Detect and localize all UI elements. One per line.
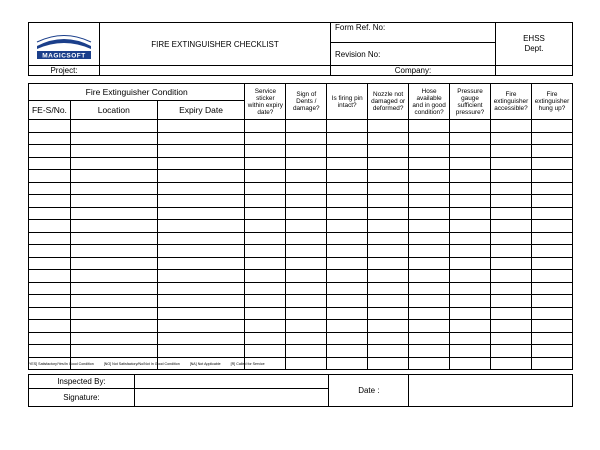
table-cell[interactable] [531, 207, 572, 220]
table-cell[interactable] [245, 332, 286, 345]
table-cell[interactable] [70, 170, 157, 183]
col-expiry-date: Expiry Date [157, 101, 245, 120]
table-cell[interactable] [245, 282, 286, 295]
col-pressure-gauge: Pressure gauge sufficient pressure? [450, 84, 491, 120]
table-cell[interactable] [157, 120, 245, 133]
table-cell[interactable] [70, 145, 157, 158]
table-cell[interactable] [409, 220, 450, 233]
table-cell[interactable] [327, 120, 368, 133]
table-row [29, 345, 573, 358]
table-cell[interactable] [29, 270, 71, 283]
table-cell[interactable] [157, 182, 245, 195]
table-cell[interactable] [450, 332, 491, 345]
table-cell[interactable] [450, 157, 491, 170]
table-cell[interactable] [409, 195, 450, 208]
table-cell[interactable] [286, 295, 327, 308]
table-cell[interactable] [490, 170, 531, 183]
col-firing-pin: Is firing pin intact? [327, 84, 368, 120]
table-cell[interactable] [327, 345, 368, 358]
table-cell[interactable] [327, 270, 368, 283]
table-row [29, 332, 573, 345]
table-cell[interactable] [409, 332, 450, 345]
table-cell[interactable] [70, 345, 157, 358]
signoff-table [28, 374, 573, 407]
col-accessible: Fire extinguisher accessible? [490, 84, 531, 120]
table-cell[interactable] [450, 320, 491, 333]
table-cell[interactable] [531, 245, 572, 258]
table-cell[interactable] [70, 120, 157, 133]
table-cell[interactable] [531, 257, 572, 270]
table-cell[interactable] [245, 270, 286, 283]
table-row [29, 195, 573, 208]
table-cell[interactable] [286, 270, 327, 283]
table-cell[interactable] [286, 232, 327, 245]
table-cell[interactable] [409, 232, 450, 245]
legend-item: [R] Called for Service [230, 362, 265, 366]
table-cell[interactable] [450, 295, 491, 308]
table-cell[interactable] [450, 270, 491, 283]
table-cell[interactable] [409, 257, 450, 270]
table-cell[interactable] [327, 195, 368, 208]
table-cell[interactable] [409, 282, 450, 295]
table-cell[interactable] [286, 320, 327, 333]
table-cell[interactable] [450, 220, 491, 233]
table-cell[interactable] [29, 207, 71, 220]
table-cell[interactable] [286, 157, 327, 170]
company-logo [29, 28, 99, 61]
table-cell[interactable] [286, 207, 327, 220]
table-cell[interactable] [157, 145, 245, 158]
table-cell[interactable] [409, 270, 450, 283]
table-cell[interactable] [327, 282, 368, 295]
table-cell[interactable] [245, 307, 286, 320]
table-cell[interactable] [245, 120, 286, 133]
table-cell[interactable] [490, 295, 531, 308]
table-cell[interactable] [245, 295, 286, 308]
legend-item: [YES] Satisfactory/Yes/In Good Condition [28, 362, 94, 366]
table-cell[interactable] [245, 145, 286, 158]
date-label: Date : [329, 375, 409, 407]
table-cell[interactable] [450, 257, 491, 270]
table-cell[interactable] [29, 182, 71, 195]
table-cell[interactable] [327, 145, 368, 158]
table-cell[interactable] [327, 207, 368, 220]
table-row [29, 157, 573, 170]
table-row [29, 295, 573, 308]
table-cell[interactable] [368, 207, 409, 220]
table-cell[interactable] [29, 157, 71, 170]
table-cell[interactable] [157, 345, 245, 358]
table-cell[interactable] [327, 220, 368, 233]
table-cell[interactable] [29, 282, 71, 295]
table-cell[interactable] [70, 332, 157, 345]
table-cell[interactable] [368, 245, 409, 258]
table-cell[interactable] [157, 320, 245, 333]
company-label: Company: [331, 66, 496, 76]
table-cell[interactable] [531, 345, 572, 358]
table-row [29, 170, 573, 183]
table-cell[interactable] [490, 345, 531, 358]
table-cell[interactable] [531, 220, 572, 233]
table-cell[interactable] [368, 332, 409, 345]
signature-field[interactable] [134, 389, 329, 407]
table-cell[interactable] [286, 307, 327, 320]
table-row [29, 182, 573, 195]
table-row [29, 220, 573, 233]
table-cell[interactable] [29, 245, 71, 258]
table-cell[interactable] [286, 345, 327, 358]
table-cell[interactable] [531, 145, 572, 158]
table-cell[interactable] [70, 270, 157, 283]
table-cell[interactable] [286, 182, 327, 195]
table-row [29, 207, 573, 220]
table-cell[interactable] [531, 270, 572, 283]
table-cell[interactable] [368, 195, 409, 208]
table-cell[interactable] [409, 345, 450, 358]
table-cell[interactable] [368, 157, 409, 170]
table-cell[interactable] [245, 170, 286, 183]
table-cell[interactable] [490, 245, 531, 258]
legend [28, 362, 588, 366]
table-cell[interactable] [531, 120, 572, 133]
dept-line2: Dept. [524, 44, 544, 53]
table-cell[interactable] [70, 132, 157, 145]
table-cell[interactable] [286, 120, 327, 133]
table-cell[interactable] [490, 220, 531, 233]
table-row [29, 257, 573, 270]
table-cell[interactable] [327, 320, 368, 333]
table-cell[interactable] [490, 207, 531, 220]
date-field[interactable] [409, 375, 573, 407]
checklist-table [28, 83, 573, 370]
table-cell[interactable] [490, 282, 531, 295]
table-cell[interactable] [286, 245, 327, 258]
table-cell[interactable] [286, 145, 327, 158]
dept-line1: EHSS [523, 34, 545, 43]
table-cell[interactable] [490, 145, 531, 158]
table-cell[interactable] [29, 120, 71, 133]
table-cell[interactable] [327, 307, 368, 320]
table-cell[interactable] [450, 170, 491, 183]
table-cell[interactable] [490, 307, 531, 320]
col-location: Location [70, 101, 157, 120]
form-ref-label: Form Ref. No: [331, 23, 496, 43]
table-cell[interactable] [157, 245, 245, 258]
table-cell[interactable] [531, 320, 572, 333]
project-label: Project: [29, 66, 100, 76]
table-cell[interactable] [531, 295, 572, 308]
project-field[interactable] [100, 66, 331, 76]
table-row [29, 145, 573, 158]
form-title: FIRE EXTINGUISHER CHECKLIST [100, 23, 331, 66]
col-nozzle: Nozzle not damaged or deformed? [368, 84, 409, 120]
inspected-by-field[interactable] [134, 375, 329, 389]
table-cell[interactable] [70, 307, 157, 320]
inspected-by-label: Inspected By: [29, 375, 135, 389]
table-cell[interactable] [368, 257, 409, 270]
table-cell[interactable] [327, 170, 368, 183]
table-cell[interactable] [409, 145, 450, 158]
checklist-rows [29, 120, 573, 370]
table-cell[interactable] [450, 307, 491, 320]
table-cell[interactable] [70, 182, 157, 195]
table-cell[interactable] [70, 232, 157, 245]
table-cell[interactable] [157, 195, 245, 208]
table-cell[interactable] [286, 282, 327, 295]
table-cell[interactable] [409, 170, 450, 183]
table-cell[interactable] [245, 220, 286, 233]
table-cell[interactable] [531, 307, 572, 320]
table-cell[interactable] [450, 245, 491, 258]
table-cell[interactable] [70, 207, 157, 220]
table-cell[interactable] [368, 307, 409, 320]
table-cell[interactable] [29, 345, 71, 358]
table-cell[interactable] [450, 232, 491, 245]
col-service-sticker: Service sticker within expiry date? [245, 84, 286, 120]
table-cell[interactable] [286, 195, 327, 208]
table-cell[interactable] [157, 332, 245, 345]
table-cell[interactable] [70, 220, 157, 233]
logo-text: MAGICSOFT [42, 52, 86, 59]
table-cell[interactable] [327, 157, 368, 170]
table-cell[interactable] [409, 157, 450, 170]
table-cell[interactable] [368, 120, 409, 133]
table-cell[interactable] [490, 257, 531, 270]
condition-group-header: Fire Extinguisher Condition [29, 84, 245, 101]
table-cell[interactable] [327, 257, 368, 270]
table-cell[interactable] [531, 182, 572, 195]
table-cell[interactable] [286, 332, 327, 345]
table-cell[interactable] [450, 145, 491, 158]
table-cell[interactable] [157, 257, 245, 270]
table-cell[interactable] [368, 145, 409, 158]
table-cell[interactable] [286, 220, 327, 233]
logo-cell [29, 23, 100, 66]
signature-label: Signature: [29, 389, 135, 407]
table-cell[interactable] [450, 282, 491, 295]
col-hose: Hose available and in good condition? [409, 84, 450, 120]
company-field[interactable] [496, 66, 573, 76]
table-cell[interactable] [157, 307, 245, 320]
table-cell[interactable] [490, 232, 531, 245]
table-cell[interactable] [490, 182, 531, 195]
table-row [29, 232, 573, 245]
table-cell[interactable] [157, 170, 245, 183]
table-cell[interactable] [368, 320, 409, 333]
table-cell[interactable] [245, 232, 286, 245]
table-cell[interactable] [327, 182, 368, 195]
table-row [29, 132, 573, 145]
table-cell[interactable] [29, 132, 71, 145]
table-row [29, 120, 573, 133]
table-cell[interactable] [490, 320, 531, 333]
col-hung-up: Fire extinguisher hung up? [531, 84, 572, 120]
table-cell[interactable] [157, 157, 245, 170]
table-cell[interactable] [245, 245, 286, 258]
table-cell[interactable] [245, 182, 286, 195]
dept-cell [496, 23, 573, 66]
table-row [29, 307, 573, 320]
col-dents-damage: Sign of Dents / damage? [286, 84, 327, 120]
table-cell[interactable] [245, 257, 286, 270]
table-cell[interactable] [29, 232, 71, 245]
col-fe-no: FE-S/No. [29, 101, 71, 120]
table-cell[interactable] [531, 170, 572, 183]
table-cell[interactable] [327, 132, 368, 145]
table-cell[interactable] [368, 232, 409, 245]
table-cell[interactable] [157, 220, 245, 233]
table-cell[interactable] [245, 195, 286, 208]
table-cell[interactable] [368, 282, 409, 295]
table-cell[interactable] [29, 295, 71, 308]
table-cell[interactable] [157, 282, 245, 295]
table-cell[interactable] [157, 270, 245, 283]
table-cell[interactable] [70, 157, 157, 170]
table-cell[interactable] [327, 332, 368, 345]
table-cell[interactable] [70, 320, 157, 333]
table-cell[interactable] [368, 132, 409, 145]
table-cell[interactable] [70, 295, 157, 308]
table-cell[interactable] [327, 232, 368, 245]
table-cell[interactable] [450, 207, 491, 220]
table-cell[interactable] [490, 157, 531, 170]
table-cell[interactable] [409, 120, 450, 133]
table-cell[interactable] [409, 207, 450, 220]
table-cell[interactable] [286, 257, 327, 270]
table-cell[interactable] [70, 257, 157, 270]
table-cell[interactable] [29, 320, 71, 333]
table-cell[interactable] [531, 232, 572, 245]
legend-item: [NA] Not Applicable [189, 362, 221, 366]
table-cell[interactable] [450, 345, 491, 358]
table-cell[interactable] [368, 345, 409, 358]
legend-item: [NO] Not Satisfactory/No/Not In Good Condition [103, 362, 180, 366]
table-cell[interactable] [245, 157, 286, 170]
table-cell[interactable] [368, 270, 409, 283]
table-cell[interactable] [29, 145, 71, 158]
table-cell[interactable] [490, 195, 531, 208]
table-cell[interactable] [409, 320, 450, 333]
table-cell[interactable] [286, 170, 327, 183]
table-cell[interactable] [70, 195, 157, 208]
table-cell[interactable] [409, 307, 450, 320]
table-cell[interactable] [157, 132, 245, 145]
table-cell[interactable] [531, 195, 572, 208]
table-cell[interactable] [409, 245, 450, 258]
table-cell[interactable] [490, 332, 531, 345]
table-cell[interactable] [368, 220, 409, 233]
table-cell[interactable] [29, 307, 71, 320]
header-table [28, 22, 573, 76]
table-cell[interactable] [450, 120, 491, 133]
revision-label: Revision No: [331, 43, 496, 66]
table-cell[interactable] [29, 170, 71, 183]
table-cell[interactable] [531, 157, 572, 170]
table-row [29, 282, 573, 295]
table-cell[interactable] [368, 295, 409, 308]
table-cell[interactable] [245, 320, 286, 333]
table-cell[interactable] [29, 257, 71, 270]
table-cell[interactable] [450, 132, 491, 145]
table-row [29, 270, 573, 283]
table-cell[interactable] [531, 132, 572, 145]
table-cell[interactable] [368, 182, 409, 195]
table-cell[interactable] [29, 195, 71, 208]
table-cell[interactable] [157, 232, 245, 245]
table-cell[interactable] [70, 245, 157, 258]
table-cell[interactable] [327, 295, 368, 308]
table-cell[interactable] [157, 295, 245, 308]
table-cell[interactable] [531, 282, 572, 295]
table-cell[interactable] [490, 132, 531, 145]
table-cell[interactable] [531, 332, 572, 345]
table-cell[interactable] [409, 182, 450, 195]
table-cell[interactable] [29, 332, 71, 345]
table-cell[interactable] [450, 195, 491, 208]
table-row [29, 245, 573, 258]
table-cell[interactable] [490, 120, 531, 133]
table-cell[interactable] [327, 245, 368, 258]
table-cell[interactable] [450, 182, 491, 195]
table-cell[interactable] [490, 270, 531, 283]
table-cell[interactable] [70, 282, 157, 295]
table-row [29, 320, 573, 333]
table-cell[interactable] [245, 207, 286, 220]
table-cell[interactable] [409, 295, 450, 308]
table-cell[interactable] [409, 132, 450, 145]
table-cell[interactable] [29, 220, 71, 233]
table-cell[interactable] [368, 170, 409, 183]
table-cell[interactable] [245, 132, 286, 145]
table-cell[interactable] [157, 207, 245, 220]
table-cell[interactable] [286, 132, 327, 145]
table-cell[interactable] [245, 345, 286, 358]
